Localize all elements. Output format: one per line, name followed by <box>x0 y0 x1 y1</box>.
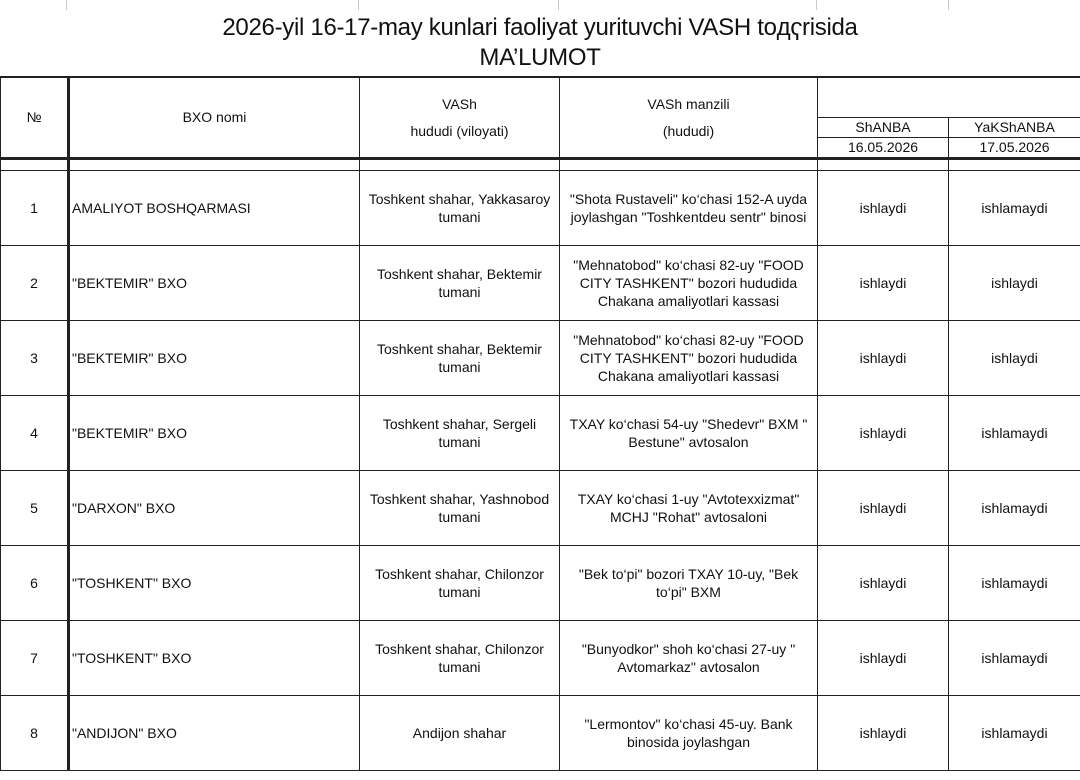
document-subtitle: MA’LUMOT <box>479 44 601 71</box>
spacer-cell <box>1 158 69 170</box>
cell-region: Toshkent shahar, Chilonzor tumani <box>360 545 560 620</box>
header-bxo-name: BXO nomi <box>69 77 360 158</box>
cell-sunday-status: ishlamaydi <box>949 695 1080 770</box>
cell-address: "Lermontov" ko‘chasi 45-uy. Bank binosida joylashgan <box>560 695 818 770</box>
cell-sunday-status: ishlamaydi <box>949 170 1080 245</box>
header-region-top: VASh <box>442 95 477 112</box>
header-sunday-date: 17.05.2026 <box>949 137 1080 158</box>
cell-region: Toshkent shahar, Bektemir tumani <box>360 320 560 395</box>
header-saturday-date: 16.05.2026 <box>818 137 949 158</box>
cell-bxo-name: "TOSHKENT" BXO <box>69 620 360 695</box>
spacer-cell <box>69 158 360 170</box>
cell-address: "Shota Rustaveli" ko‘chasi 152-A uyda joylashgan "Toshkentdeu sentr" binosi <box>560 170 818 245</box>
table-row <box>1 320 1080 395</box>
previous-rows-strip <box>0 0 1080 10</box>
cell-address: "Bek to‘pi" bozori TXAY 10-uy, "Bek to‘pi" BXM <box>560 545 818 620</box>
cell-number: 2 <box>1 245 69 320</box>
cell-saturday-status: ishlaydi <box>818 545 949 620</box>
cell-number: 5 <box>1 470 69 545</box>
cell-number: 3 <box>1 320 69 395</box>
cell-sunday-status: ishlaydi <box>949 245 1080 320</box>
table-row <box>1 170 1080 245</box>
table-row <box>1 545 1080 620</box>
cell-address: "Bunyodkor" shoh ko‘chasi 27-uy " Avtomarkaz" avtosalon <box>560 620 818 695</box>
cell-bxo-name: "TOSHKENT" BXO <box>69 545 360 620</box>
cell-number: 6 <box>1 545 69 620</box>
document-title: 2026-yil 16-17-may kunlari faoliyat yurituvchi VASH toдҁrisida <box>222 14 858 41</box>
cell-number: 4 <box>1 395 69 470</box>
cell-address: "Mehnatobod" ko‘chasi 82-uy "FOOD CITY TASHKENT" bozori hududida Chakana amaliyotlari kassasi <box>560 320 818 395</box>
cell-bxo-name: "BEKTEMIR" BXO <box>69 395 360 470</box>
cell-address: TXAY ko‘chasi 54-uy "Shedevr" BXM " Bestune" avtosalon <box>560 395 818 470</box>
cell-saturday-status: ishlaydi <box>818 395 949 470</box>
header-region <box>360 77 560 158</box>
cell-bxo-name: "ANDIJON" BXO <box>69 695 360 770</box>
cell-region: Toshkent shahar, Yakkasaroy tumani <box>360 170 560 245</box>
cell-region: Andijon shahar <box>360 695 560 770</box>
header-days-group <box>818 77 1080 117</box>
table-row <box>1 695 1080 770</box>
cell-saturday-status: ishlaydi <box>818 620 949 695</box>
cell-bxo-name: "BEKTEMIR" BXO <box>69 245 360 320</box>
spacer-cell <box>560 158 818 170</box>
header-address <box>560 77 818 158</box>
cell-region: Toshkent shahar, Chilonzor tumani <box>360 620 560 695</box>
cell-region: Toshkent shahar, Yashnobod tumani <box>360 470 560 545</box>
cell-region: Toshkent shahar, Sergeli tumani <box>360 395 560 470</box>
cell-bxo-name: AMALIYOT BOSHQARMASI <box>69 170 360 245</box>
cell-sunday-status: ishlamaydi <box>949 470 1080 545</box>
cell-saturday-status: ishlaydi <box>818 245 949 320</box>
cell-bxo-name: "DARXON" BXO <box>69 470 360 545</box>
header-address-bottom: (hududi) <box>662 122 715 139</box>
schedule-table <box>0 76 1080 771</box>
spacer-cell <box>949 158 1080 170</box>
cell-address: TXAY ko‘chasi 1-uy "Avtotexxizmat" MCHJ "Rohat" avtosaloni <box>560 470 818 545</box>
cell-sunday-status: ishlamaydi <box>949 545 1080 620</box>
cell-region: Toshkent shahar, Bektemir tumani <box>360 245 560 320</box>
cell-bxo-name: "BEKTEMIR" BXO <box>69 320 360 395</box>
cell-saturday-status: ishlaydi <box>818 170 949 245</box>
cell-number: 1 <box>1 170 69 245</box>
header-saturday: ShANBA <box>818 117 949 137</box>
header-region-bottom: hududi (viloyati) <box>410 122 509 139</box>
header-number: № <box>1 77 69 158</box>
cell-number: 7 <box>1 620 69 695</box>
cell-sunday-status: ishlamaydi <box>949 395 1080 470</box>
cell-sunday-status: ishlamaydi <box>949 620 1080 695</box>
header-sunday: YaKShANBA <box>949 117 1080 137</box>
table-row <box>1 470 1080 545</box>
header-address-top: VASh manzili <box>647 95 730 112</box>
cell-number: 8 <box>1 695 69 770</box>
cell-sunday-status: ishlaydi <box>949 320 1080 395</box>
spacer-cell <box>818 158 949 170</box>
table-row <box>1 245 1080 320</box>
cell-saturday-status: ishlaydi <box>818 695 949 770</box>
spacer-cell <box>360 158 560 170</box>
cell-address: "Mehnatobod" ko‘chasi 82-uy "FOOD CITY TASHKENT" bozori hududida Chakana amaliyotlari kassasi <box>560 245 818 320</box>
table-row <box>1 395 1080 470</box>
table-row <box>1 620 1080 695</box>
cell-saturday-status: ishlaydi <box>818 470 949 545</box>
cell-saturday-status: ishlaydi <box>818 320 949 395</box>
